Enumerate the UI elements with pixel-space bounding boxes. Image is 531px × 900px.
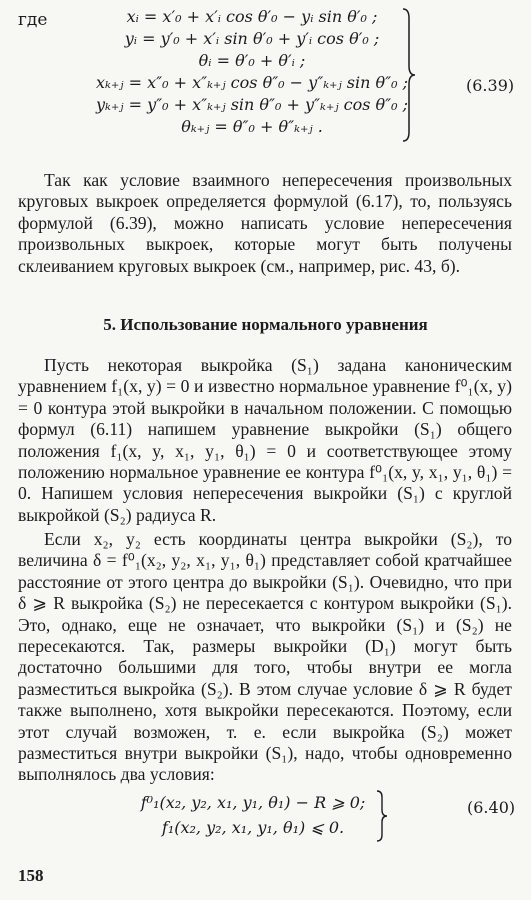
paragraph: Так как условие взаимного непересечения произвольных круговых выкроек определяется формулой (6.17), то, пользуясь формулой (6.39), можно написать условие непересечения произвольных выкроек, которые могут быть получены склеиванием круговых выкроек (см., например, рис. 43, б). [18, 170, 512, 276]
eq1-line: yₖ₊ⱼ = y″₀ + x″ₖ₊ⱼ sin θ″₀ + y″ₖ₊ⱼ cos θ″₀ ; [95, 95, 409, 114]
equation-number: (6.40) [467, 798, 516, 817]
section-heading: 5. Использование нормального уравнения [103, 315, 428, 334]
equation-block-6-40 [128, 790, 378, 840]
eq1-lead-word: где [18, 10, 48, 30]
right-brace-icon [402, 8, 416, 142]
eq1-line: xₖ₊ⱼ = x″₀ + x″ₖ₊ⱼ cos θ″₀ − y″ₖ₊ⱼ sin θ″₀ ; [95, 73, 408, 92]
page-number: 158 [18, 866, 44, 885]
eq1-line: xᵢ = x′₀ + x′ᵢ cos θ′₀ − yᵢ sin θ′₀ ; [126, 7, 378, 26]
eq1-line: θₖ₊ⱼ = θ″₀ + θ″ₖ₊ⱼ . [181, 117, 323, 136]
eq1-line: θᵢ = θ′₀ + θ′ᵢ ; [198, 51, 306, 70]
right-brace-icon [376, 790, 388, 842]
equation-number: (6.39) [466, 76, 515, 95]
paragraph: Если x₂, y₂ есть координаты центра выкройки (S₂), то величина δ = f⁰₁(x₂, y₂, x₁, y₁, θ₁) представляет собой кратчайшее расстояние от этого центра до выкройки (S₁). Очевидно, что при δ ⩾ R выкройка (S₂) не пересекается с контуром выкройки (S₁). Это, однако, еще не означает, что выкройки (S₁) и (S₂) не пересекаются. Так, размеры выкройки (D₁) могут быть достаточно большими для того, чтобы внутри ее могла разместиться выкройка (S₂). В этом случае условие δ ⩾ R будет также выполнено, хотя выкройки пересекаются. Поэтому, если этот случай возможен, т. е. если выкройка (S₂) может разместиться внутри выкройки (S₁), надо, чтобы одновременно выполнялось два условия: [18, 529, 512, 785]
eq2-line: f⁰₁(x₂, y₂, x₁, y₁, θ₁) − R ⩾ 0; [140, 793, 366, 812]
paragraph: Пусть некоторая выкройка (S₁) задана каноническим уравнением f₁(x, y) = 0 и известно нормальное уравнение f⁰₁(x, y) = 0 контура этой выкройки в начальном положении. С помощью формул (6.11) напишем уравнение выкройки (S₁) общего положения f₁(x, y, x₁, y₁, θ₁) = 0 и соответствующее этому положению нормальное уравнение ее контура f⁰₁(x, y, x₁, y₁, θ₁) = 0. Напишем условия непересечения выкройки (S₁) с круглой выкройкой (S₂) радиуса R. [18, 355, 512, 525]
eq2-line: f₁(x₂, y₂, x₁, y₁, θ₁) ⩽ 0. [161, 818, 345, 837]
equation-block-6-39 [92, 6, 412, 138]
eq1-line: yᵢ = y′₀ + x′ᵢ sin θ′₀ + y′ᵢ cos θ′₀ ; [124, 29, 380, 48]
